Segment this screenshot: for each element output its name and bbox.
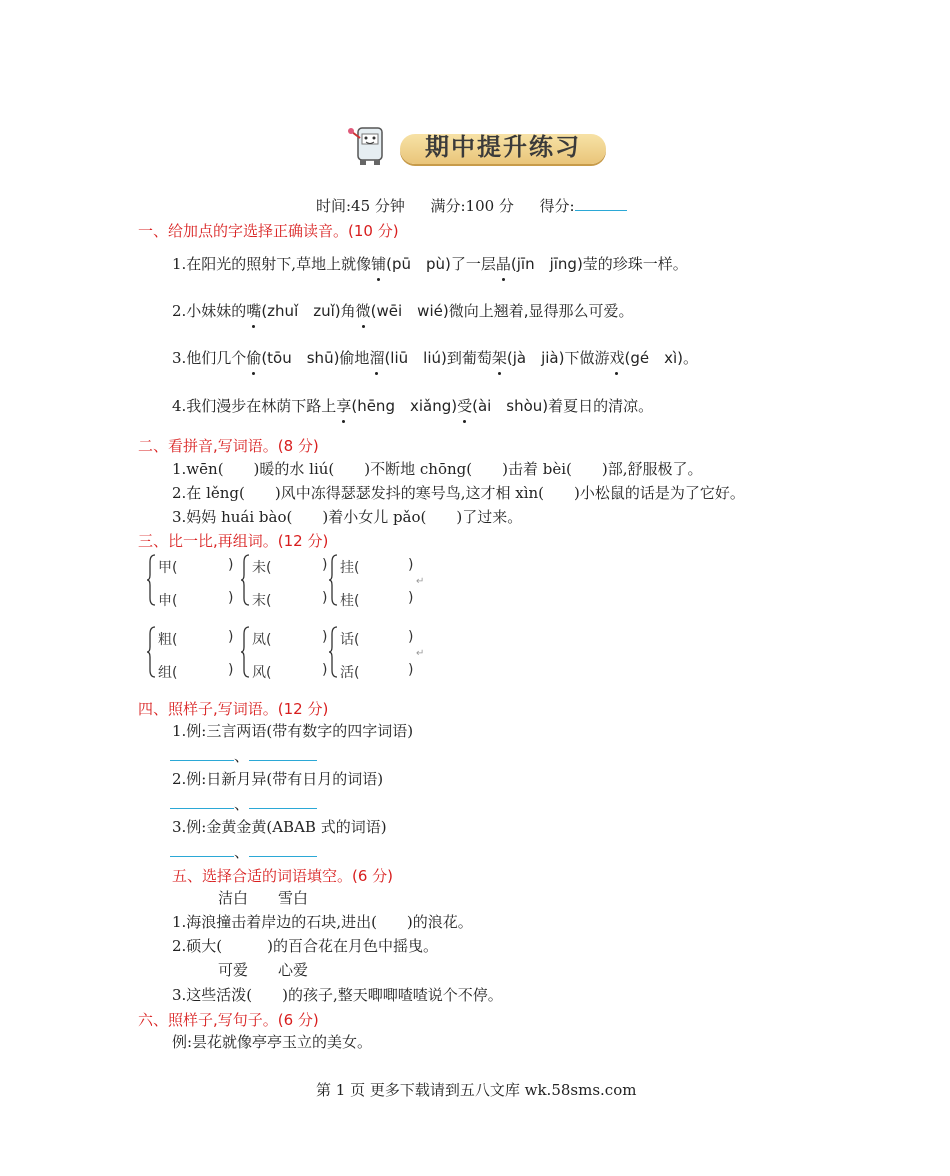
s4q1-blank-1[interactable] bbox=[170, 746, 234, 761]
s1q2-options-2[interactable]: (wēi wié)微向上翘着,显得那么可爱。 bbox=[370, 302, 634, 320]
s1q3-dotted-char-3: 架 bbox=[491, 349, 507, 367]
compare-item-r1-c3-2[interactable] bbox=[340, 590, 414, 610]
s4q3-sep: 、 bbox=[234, 843, 250, 861]
compare-char: 活( bbox=[340, 665, 360, 681]
s5-word-choices-2: 可爱 心爱 bbox=[218, 961, 309, 979]
compare-close-paren: ) bbox=[228, 590, 234, 606]
s4-question-2: 2.例:日新月异(带有日月的词语) bbox=[172, 770, 384, 788]
section2-heading: 二、看拼音,写词语。(8 分) bbox=[138, 437, 319, 455]
s1q3-options-3[interactable]: (jà jià)下做游 bbox=[506, 349, 610, 367]
page-title: 期中提升练习 bbox=[425, 132, 581, 161]
page-footer: 第 1 页 更多下载请到五八文库 wk.58sms.com bbox=[316, 1081, 637, 1099]
s1q2-dotted-char-2: 微 bbox=[355, 302, 371, 320]
compare-char: 话( bbox=[340, 632, 360, 648]
compare-char: 粗( bbox=[158, 632, 178, 648]
s1q3-dotted-char-2: 溜 bbox=[369, 349, 385, 367]
compare-close-paren: ) bbox=[322, 662, 328, 678]
compare-char: 末( bbox=[252, 593, 272, 609]
compare-item-r1-c3-1[interactable] bbox=[340, 557, 414, 577]
s4q2-sep: 、 bbox=[234, 795, 250, 813]
compare-item-r2-c1-2[interactable] bbox=[158, 662, 234, 682]
paragraph-mark-icon: ↵ bbox=[416, 576, 425, 587]
s4q2-blank-1[interactable] bbox=[170, 794, 234, 809]
s1q4-dotted-char-2: 受 bbox=[457, 397, 473, 415]
brace-icon bbox=[240, 626, 250, 678]
s1q4-text-a: 4.我们漫步在林荫下路上 bbox=[172, 397, 337, 415]
compare-char: 凤( bbox=[252, 632, 272, 648]
compare-item-r1-c1-1[interactable] bbox=[158, 557, 234, 577]
s1q3-options-1[interactable]: (tōu shū)偷地 bbox=[261, 349, 370, 367]
compare-item-r2-c3-1[interactable] bbox=[340, 629, 414, 649]
s4-answer-row-3 bbox=[170, 842, 317, 862]
s1q1-dotted-char-1: 铺 bbox=[371, 255, 387, 273]
brace-icon bbox=[146, 626, 156, 678]
s1q4-dotted-char-1: 享 bbox=[336, 397, 352, 415]
compare-char: 挂( bbox=[340, 560, 360, 576]
s1q4-options-1[interactable]: (hēng xiǎng) bbox=[351, 397, 458, 415]
compare-item-r2-c2-2[interactable] bbox=[252, 662, 328, 682]
s1-question-3 bbox=[172, 348, 698, 368]
time-label: 时间:45 分钟 bbox=[316, 197, 405, 215]
compare-close-paren: ) bbox=[322, 557, 328, 573]
s4q3-blank-2[interactable] bbox=[249, 842, 317, 857]
compare-char: 未( bbox=[252, 560, 272, 576]
compare-item-r1-c2-2[interactable] bbox=[252, 590, 328, 610]
s4q2-blank-2[interactable] bbox=[249, 794, 317, 809]
compare-close-paren: ) bbox=[408, 662, 414, 678]
s4q3-blank-1[interactable] bbox=[170, 842, 234, 857]
full-score: 满分:100 分 bbox=[430, 197, 514, 215]
s1-question-4 bbox=[172, 396, 653, 416]
section1-heading: 一、给加点的字选择正确读音。(10 分) bbox=[138, 222, 399, 240]
score-blank[interactable] bbox=[575, 196, 627, 211]
section5-heading: 五、选择合适的词语填空。(6 分) bbox=[172, 867, 394, 885]
s5-question-3[interactable]: 3.这些活泼( )的孩子,整天唧唧喳喳说个不停。 bbox=[172, 986, 503, 1004]
s1q4-options-2[interactable]: (ài shòu)着夏日的清凉。 bbox=[472, 397, 654, 415]
brace-icon bbox=[240, 554, 250, 606]
s1q2-dotted-char-1: 嘴 bbox=[246, 302, 262, 320]
compare-char: 桂( bbox=[340, 593, 360, 609]
s6-example: 例:昙花就像亭亭玉立的美女。 bbox=[172, 1033, 373, 1051]
paragraph-mark-icon: ↵ bbox=[416, 648, 425, 659]
s5-question-1[interactable]: 1.海浪撞击着岸边的石块,进出( )的浪花。 bbox=[172, 913, 473, 931]
compare-close-paren: ) bbox=[408, 590, 414, 606]
s2-question-2[interactable]: 2.在 lěng( )风中冻得瑟瑟发抖的寒号鸟,这才相 xìn( )小松鼠的话是为了它好。 bbox=[172, 484, 745, 502]
compare-close-paren: ) bbox=[322, 629, 328, 645]
compare-item-r2-c1-1[interactable] bbox=[158, 629, 234, 649]
compare-close-paren: ) bbox=[408, 629, 414, 645]
compare-item-r1-c1-2[interactable] bbox=[158, 590, 234, 610]
score-label: 得分: bbox=[539, 197, 575, 215]
s2-question-3[interactable]: 3.妈妈 huái bào( )着小女儿 pǎo( )了过来。 bbox=[172, 508, 523, 526]
section4-heading: 四、照样子,写词语。(12 分) bbox=[138, 700, 329, 718]
brace-icon bbox=[328, 626, 338, 678]
s5-word-choices-1: 洁白 雪白 bbox=[218, 889, 309, 907]
s1q3-dotted-char-1: 偷 bbox=[246, 349, 262, 367]
compare-char: 甲( bbox=[158, 560, 178, 576]
s1q1-text-a: 1.在阳光的照射下,草地上就像 bbox=[172, 255, 372, 273]
compare-close-paren: ) bbox=[228, 662, 234, 678]
compare-char: 申( bbox=[158, 593, 178, 609]
s1q3-dotted-char-4: 戏 bbox=[609, 349, 625, 367]
s1q1-dotted-char-2: 晶 bbox=[495, 255, 511, 273]
s1q3-text-a: 3.他们几个 bbox=[172, 349, 247, 367]
s1q1-options-1[interactable]: (pū pù)了一层 bbox=[386, 255, 496, 273]
brace-icon bbox=[146, 554, 156, 606]
title-banner bbox=[400, 130, 606, 166]
s1q3-options-2[interactable]: (liū liú)到葡萄 bbox=[384, 349, 492, 367]
s1q2-options-1[interactable]: (zhuǐ zuǐ)角 bbox=[261, 302, 356, 320]
compare-item-r2-c3-2[interactable] bbox=[340, 662, 414, 682]
s4-question-3: 3.例:金黄金黄(ABAB 式的词语) bbox=[172, 818, 387, 836]
compare-close-paren: ) bbox=[228, 629, 234, 645]
brace-icon bbox=[328, 554, 338, 606]
compare-item-r2-c2-1[interactable] bbox=[252, 629, 328, 649]
s1-question-1 bbox=[172, 254, 688, 274]
s1q2-text-a: 2.小妹妹的 bbox=[172, 302, 247, 320]
exam-info bbox=[316, 196, 627, 216]
compare-char: 组( bbox=[158, 665, 178, 681]
section6-heading: 六、照样子,写句子。(6 分) bbox=[138, 1011, 319, 1029]
s4q1-sep: 、 bbox=[234, 747, 250, 765]
s2-question-1[interactable]: 1.wēn( )暖的水 liú( )不断地 chōng( )击着 bèi( )部,舒服极了。 bbox=[172, 460, 703, 478]
s1-question-2 bbox=[172, 301, 633, 321]
s5-question-2[interactable]: 2.硕大( )的百合花在月色中摇曳。 bbox=[172, 937, 439, 955]
s4q1-blank-2[interactable] bbox=[249, 746, 317, 761]
compare-char: 风( bbox=[252, 665, 272, 681]
compare-close-paren: ) bbox=[322, 590, 328, 606]
s1q1-options-2[interactable]: (jīn jīng)莹的珍珠一样。 bbox=[510, 255, 688, 273]
s1q3-options-4[interactable]: (gé xì)。 bbox=[624, 349, 698, 367]
section3-heading: 三、比一比,再组词。(12 分) bbox=[138, 532, 329, 550]
mascot-icon bbox=[344, 122, 394, 168]
s4-answer-row-2 bbox=[170, 794, 317, 814]
compare-close-paren: ) bbox=[228, 557, 234, 573]
compare-close-paren: ) bbox=[408, 557, 414, 573]
s4-question-1: 1.例:三言两语(带有数字的四字词语) bbox=[172, 722, 414, 740]
s4-answer-row-1 bbox=[170, 746, 317, 766]
compare-item-r1-c2-1[interactable] bbox=[252, 557, 328, 577]
